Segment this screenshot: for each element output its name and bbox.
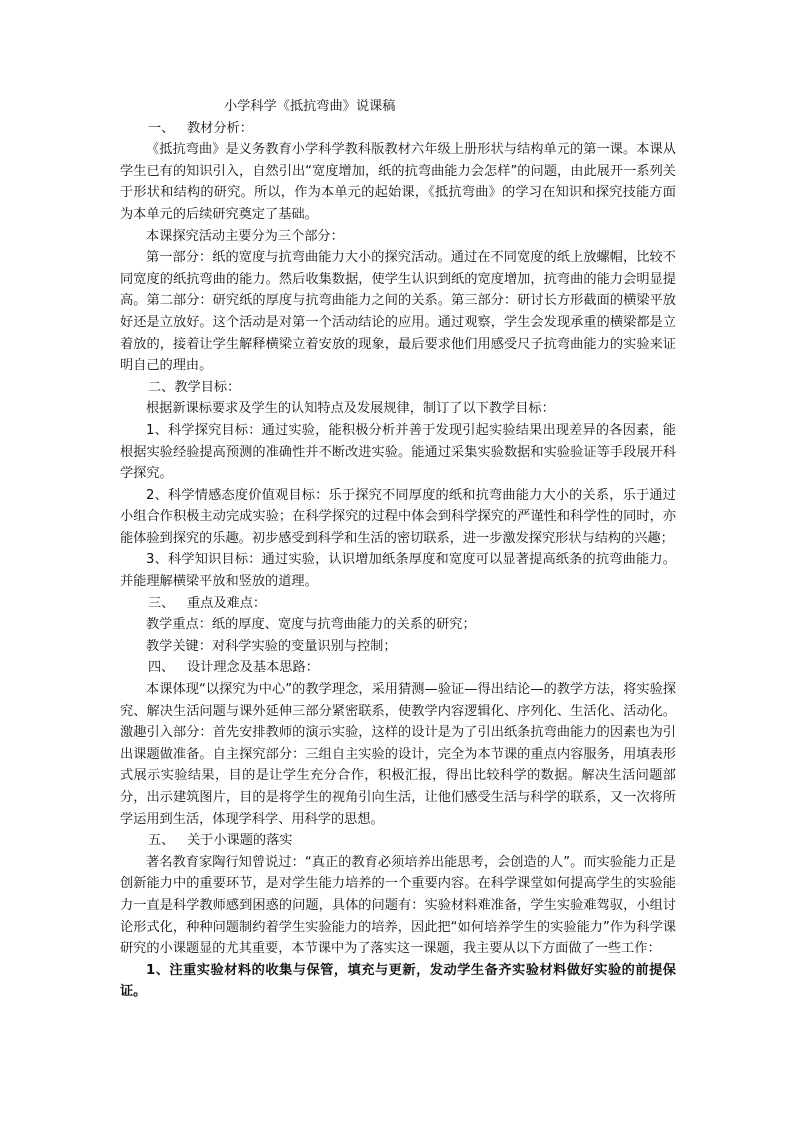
section-heading-design-concept: 四、 设计理念及基本思路： (148, 660, 319, 676)
section-heading-key-points: 三、 重点及难点： (148, 595, 267, 611)
paragraph-activity-parts: 第一部分：纸的宽度与抗弯曲能力大小的探究活动。通过在不同宽度的纸上放螺帽，比较不同宽度的纸抗弯曲的能力。然后收集数据，使学生认识到纸的宽度增加，抗弯曲的能力会明显提高。第二部分：研究纸的厚度与抗弯曲能力之间的关系。第三部分：研讨长方形截面的横梁平放好还是立放好。这个活动是对第一个活动结论的应用。通过观察，学生会发现承重的横梁都是立着放的，接着让学生解释横梁立着安放的现象，最后要求他们用感受尺子抗弯曲能力的实验来证明自己的理由。 (120, 250, 676, 374)
paragraph-activities-overview: 本课探究活动主要分为三个部分： (146, 228, 344, 244)
paragraph-materials-point: 1、注重实验材料的收集与保管，填充与更新，发动学生备齐实验材料做好实验的前提保证。 (120, 962, 676, 1000)
paragraph-goal-inquiry: 1、科学探究目标：通过实验，能积极分析并善于发现引起实验结果出现差异的各因素，能根据实验经验提高预测的准确性并不断改进实验。能通过采集实验数据和实验验证等手段展开科学探究。 (120, 422, 676, 482)
paragraph-key-link: 教学关键：对科学实验的变量识别与控制； (146, 638, 397, 654)
section-heading-teaching-goals: 二、教学目标： (148, 379, 241, 395)
paragraph-goal-knowledge: 3、科学知识目标：通过实验，认识增加纸条厚度和宽度可以显著提高纸条的抗弯曲能力。并能理解横梁平放和竖放的道理。 (120, 552, 676, 590)
paragraph-goals-intro: 根据新课标要求及学生的认知特点及发展规律，制订了以下教学目标： (146, 401, 555, 417)
section-heading-textbook-analysis: 一、 教材分析： (148, 120, 253, 136)
paragraph-goal-attitude: 2、科学情感态度价值观目标：乐于探究不同厚度的纸和抗弯曲能力大小的关系，乐于通过小组合作积极主动完成实验；在科学探究的过程中体会到科学探究的严谨性和科学性的同时，亦能体验到探究的乐趣。初步感受到科学和生活的密切联系，进一步激发探究形状与结构的兴趣； (120, 487, 676, 546)
document-body (120, 96, 676, 1003)
paragraph-small-topic: 著名教育家陶行知曾说过：“真正的教育必须培养出能思考，会创造的人”。而实验能力正是创新能力中的重要环节，是对学生能力培养的一个重要内容。在科学课堂如何提高学生的实验能力一直是科学教师感到困惑的问题，具体的问题有：实验材料难准备，学生实验难驾驭，小组讨论形式化，种种问题制约着学生实验能力的培养，因此把“如何培养学生的实验能力”作为科学课研究的小课题显的尤其重要，本节课中为了落实这一课题，我主要从以下方面做了一些工作： (120, 854, 676, 957)
paragraph-key-point: 教学重点：纸的厚度、宽度与抗弯曲能力的关系的研究； (146, 617, 476, 633)
paragraph-textbook-intro: 《抵抗弯曲》是义务教育小学科学教科版教材六年级上册形状与结构单元的第一课。本课从学生已有的知识引入，自然引出“宽度增加，纸的抗弯曲能力会怎样”的问题，由此展开一系列关于形状和结构的研究。所以，作为本单元的起始课，《抵抗弯曲》的学习在知识和探究技能方面为本单元的后续研究奠定了基础。 (120, 142, 676, 222)
paragraph-design-concept: 本课体现“以探究为中心”的教学理念，采用猜测—验证—得出结论—的教学方法，将实验探究、解决生活问题与课外延伸三部分紧密联系，使教学内容逻辑化、序列化、生活化、活动化。激趣引入部分：首先安排教师的演示实验，这样的设计是为了引出纸条抗弯曲能力的因素也为引出课题做准备。自主探究部分：三组自主实验的设计，完全为本节课的重点内容服务，用填表形式展示实验结果，目的是让学生充分合作，积极汇报，得出比较科学的数据。解决生活问题部分，出示建筑图片，目的是将学生的视角引向生活，让他们感受生活与科学的联系，又一次将所学运用到生活，体现学科学、用科学的思想。 (120, 682, 676, 827)
page-title: 小学科学《抵抗弯曲》说课稿 (224, 99, 396, 114)
section-heading-small-topic: 五、 关于小课题的落实 (148, 833, 293, 849)
